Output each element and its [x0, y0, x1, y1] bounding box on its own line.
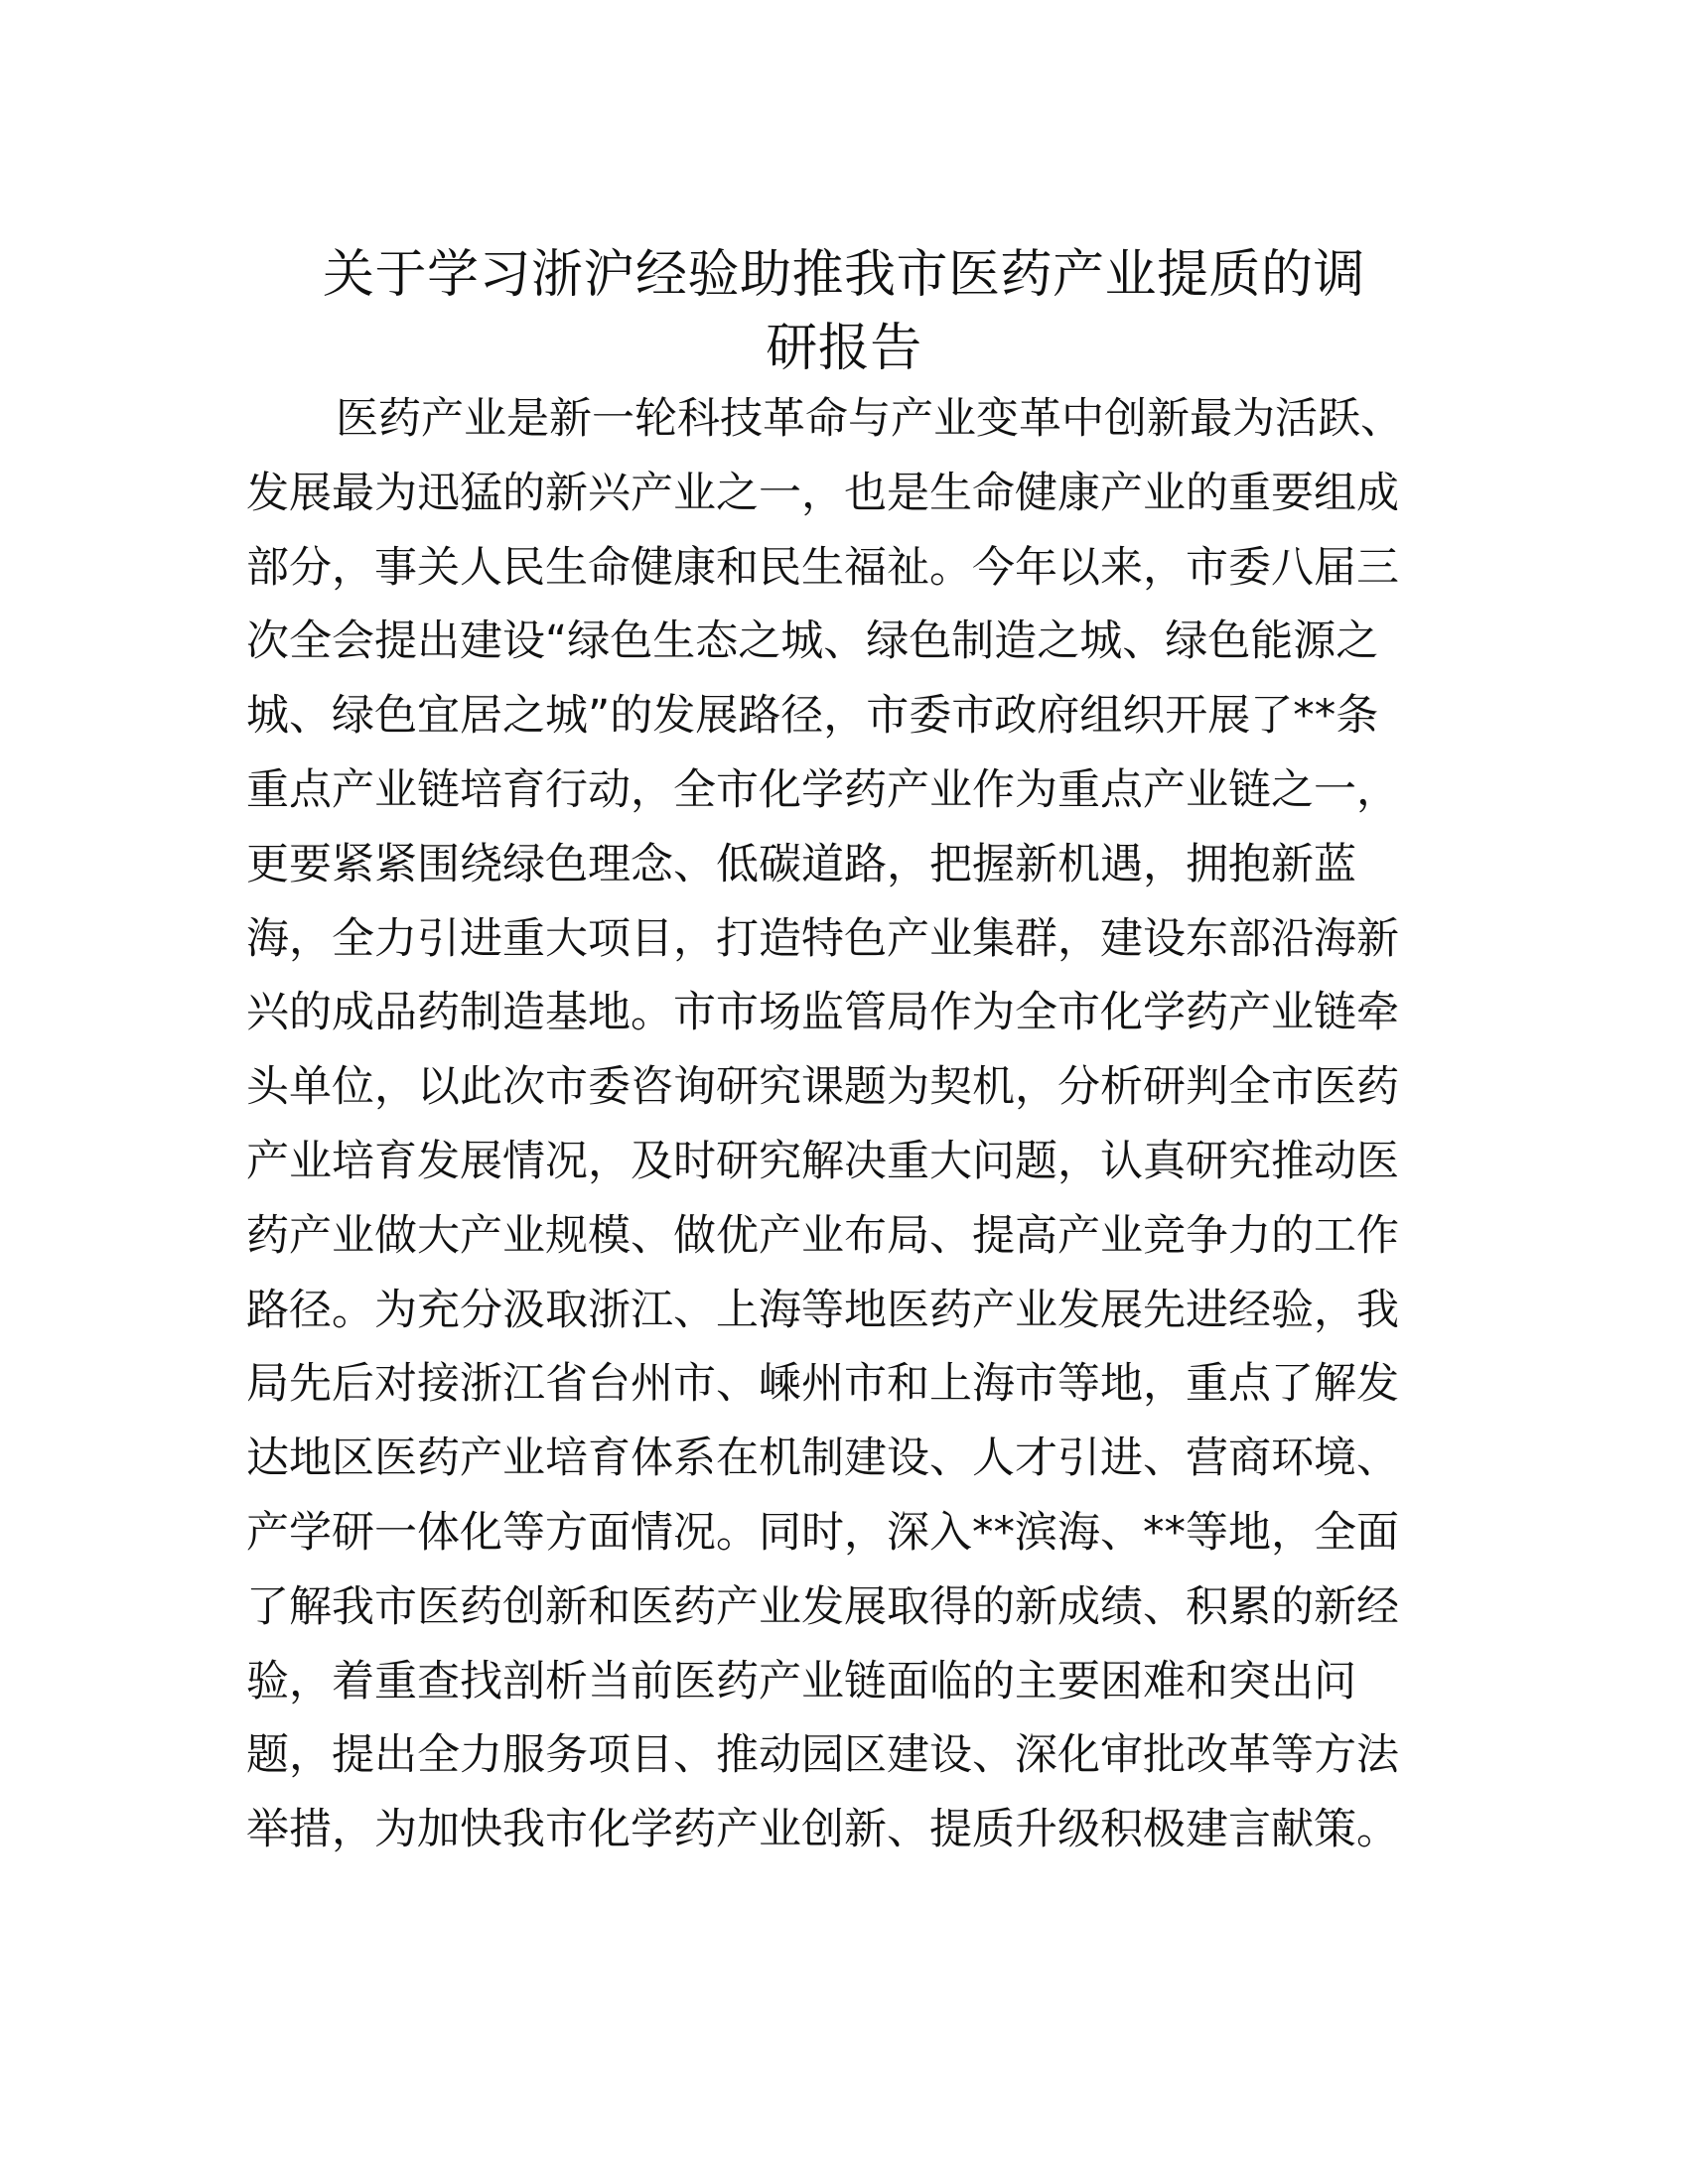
- paragraph-line-9: 兴的成品药制造基地。市市场监管局作为全市化学药产业链牵: [246, 988, 1399, 1038]
- paragraph-line-1: 医药产业是新一轮科技革命与产业变革中创新最为活跃、: [336, 394, 1403, 444]
- paragraph-line-6: 重点产业链培育行动，全市化学药产业作为重点产业链之一，: [246, 764, 1399, 815]
- paragraph-line-18: 验，着重查找剖析当前医药产业链面临的主要困难和突出问: [246, 1656, 1356, 1706]
- paragraph-line-14: 局先后对接浙江省台州市、嵊州市和上海市等地，重点了解发: [246, 1359, 1399, 1410]
- paragraph-line-11: 产业培育发展情况，及时研究解决重大问题，认真研究推动医: [246, 1136, 1399, 1186]
- document-paragraph: [246, 382, 1458, 1867]
- paragraph-line-8: 海，全力引进重大项目，打造特色产业集群，建设东部沿海新: [246, 913, 1399, 964]
- paragraph-line-10: 头单位，以此次市委咨询研究课题为契机，分析研判全市医药: [246, 1062, 1399, 1113]
- paragraph-line-7: 更要紧紧围绕绿色理念、低碳道路，把握新机遇，拥抱新蓝: [246, 839, 1356, 889]
- document-title-line-1: 关于学习浙沪经验助推我市医药产业提质的调: [322, 244, 1365, 305]
- paragraph-line-2: 发展最为迅猛的新兴产业之一，也是生命健康产业的重要组成: [246, 468, 1399, 518]
- paragraph-line-13: 路径。为充分汲取浙江、上海等地医药产业发展先进经验，我: [246, 1285, 1399, 1335]
- paragraph-line-20: 举措，为加快我市化学药产业创新、提质升级积极建言献策。: [246, 1805, 1399, 1855]
- paragraph-line-17: 了解我市医药创新和医药产业发展取得的新成绩、积累的新经: [246, 1581, 1399, 1632]
- paragraph-line-5: 城、绿色宜居之城”的发展路径，市委市政府组织开展了**条: [246, 691, 1379, 742]
- paragraph-line-3: 部分，事关人民生命健康和民生福祉。今年以来，市委八届三: [246, 542, 1399, 593]
- document-title-line-2: 研报告: [766, 318, 922, 378]
- document-title: [238, 238, 1450, 385]
- paragraph-line-4: 次全会提出建设“绿色生态之城、绿色制造之城、绿色能源之: [246, 616, 1379, 667]
- paragraph-line-16: 产学研一体化等方面情况。同时，深入**滨海、**等地，全面: [246, 1507, 1399, 1558]
- paragraph-line-19: 题，提出全力服务项目、推动园区建设、深化审批改革等方法: [246, 1730, 1399, 1781]
- paragraph-line-12: 药产业做大产业规模、做优产业布局、提高产业竞争力的工作: [246, 1210, 1399, 1261]
- paragraph-line-15: 达地区医药产业培育体系在机制建设、人才引进、营商环境、: [246, 1433, 1399, 1484]
